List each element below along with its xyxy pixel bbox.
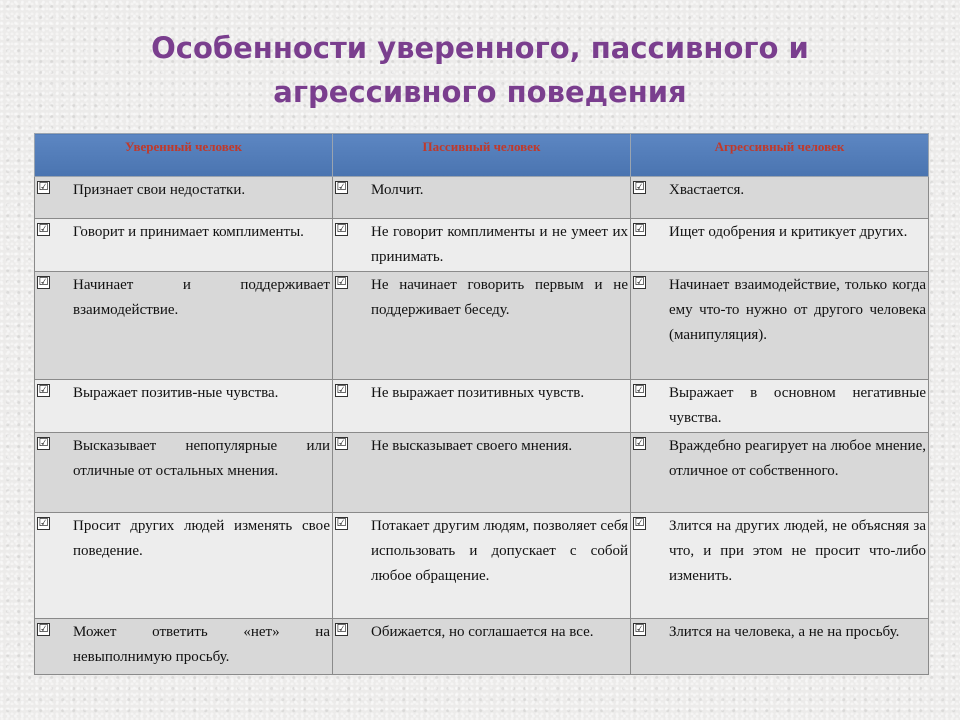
- header-aggressive: Агрессивный человек: [631, 134, 929, 177]
- checkbox-icon: ☑: [336, 516, 347, 529]
- checkbox-icon: ☑: [336, 180, 347, 193]
- cell-text: Ищет одобрения и критикует других.: [669, 224, 908, 240]
- cell-passive: [333, 380, 631, 433]
- cell-passive: [333, 433, 631, 513]
- cell-text: Не выражает позитивных чувств.: [371, 385, 585, 401]
- checkbox-icon: ☑: [634, 383, 645, 396]
- checkbox-icon: ☑: [336, 622, 347, 635]
- cell-text: Начинает взаимодействие, только когда ему что-то нужно от другого человека (манипуляция).: [669, 277, 926, 343]
- cell-text: Выражает в основном негативные чувства.: [669, 385, 926, 426]
- cell-text: Может ответить «нет» на невыполнимую просьбу.: [73, 624, 330, 665]
- checkbox-icon: ☑: [634, 180, 645, 193]
- cell-aggressive: [631, 513, 929, 619]
- cell-aggressive: [631, 219, 929, 272]
- cell-passive: [333, 619, 631, 675]
- table-row: [35, 380, 929, 433]
- cell-text: Не высказывает своего мнения.: [371, 438, 573, 454]
- cell-text: Хвастается.: [669, 182, 745, 198]
- behavior-comparison-table: [34, 133, 929, 675]
- header-assertive: Уверенный человек: [35, 134, 333, 177]
- cell-aggressive: [631, 380, 929, 433]
- cell-aggressive: [631, 433, 929, 513]
- slide-title-line-1: Особенности уверенного, пассивного и: [151, 31, 809, 65]
- cell-aggressive: [631, 272, 929, 380]
- cell-aggressive: [631, 619, 929, 675]
- header-passive: Пассивный человек: [333, 134, 631, 177]
- checkbox-icon: ☑: [38, 180, 49, 193]
- cell-assertive: [35, 177, 333, 219]
- slide-title-line-2: агрессивного поведения: [273, 75, 687, 109]
- cell-assertive: [35, 272, 333, 380]
- cell-passive: [333, 219, 631, 272]
- cell-text: Говорит и принимает комплименты.: [73, 224, 304, 240]
- checkbox-icon: ☑: [634, 436, 645, 449]
- cell-text: Молчит.: [371, 182, 424, 198]
- table-row: [35, 433, 929, 513]
- cell-text: Просит других людей изменять свое поведение.: [73, 518, 330, 559]
- cell-text: Злится на человека, а не на просьбу.: [669, 624, 900, 640]
- cell-text: Выражает позитив-ные чувства.: [73, 385, 279, 401]
- checkbox-icon: ☑: [38, 436, 49, 449]
- table-row: [35, 272, 929, 380]
- cell-text: Начинает и поддерживает взаимодействие.: [73, 277, 330, 318]
- cell-text: Потакает другим людям, позволяет себя использовать и допускает с собой любое обращение.: [371, 518, 628, 584]
- cell-assertive: [35, 513, 333, 619]
- checkbox-icon: ☑: [336, 383, 347, 396]
- checkbox-icon: ☑: [336, 222, 347, 235]
- checkbox-icon: ☑: [634, 275, 645, 288]
- cell-passive: [333, 272, 631, 380]
- cell-aggressive: [631, 177, 929, 219]
- cell-assertive: [35, 433, 333, 513]
- checkbox-icon: ☑: [634, 516, 645, 529]
- cell-assertive: [35, 619, 333, 675]
- checkbox-icon: ☑: [634, 222, 645, 235]
- cell-assertive: [35, 219, 333, 272]
- cell-text: Высказывает непопулярные или отличные от остальных мнения.: [73, 438, 330, 479]
- checkbox-icon: ☑: [38, 516, 49, 529]
- table-row: [35, 619, 929, 675]
- checkbox-icon: ☑: [336, 436, 347, 449]
- checkbox-icon: ☑: [336, 275, 347, 288]
- checkbox-icon: ☑: [38, 222, 49, 235]
- cell-assertive: [35, 380, 333, 433]
- cell-text: Не начинает говорить первым и не поддерживает беседу.: [371, 277, 628, 318]
- cell-passive: [333, 513, 631, 619]
- cell-text: Признает свои недостатки.: [73, 182, 246, 198]
- table-row: [35, 219, 929, 272]
- table-row: [35, 177, 929, 219]
- cell-text: Не говорит комплименты и не умеет их принимать.: [371, 224, 628, 265]
- cell-text: Враждебно реагирует на любое мнение, отличное от собственного.: [669, 438, 926, 479]
- cell-text: Злится на других людей, не объясняя за что, и при этом не просит что-либо изменить.: [669, 518, 926, 584]
- checkbox-icon: ☑: [38, 622, 49, 635]
- cell-passive: [333, 177, 631, 219]
- checkbox-icon: ☑: [38, 383, 49, 396]
- checkbox-icon: ☑: [38, 275, 49, 288]
- table-row: [35, 513, 929, 619]
- table-header-row: [35, 134, 929, 177]
- checkbox-icon: ☑: [634, 622, 645, 635]
- slide-title: [0, 26, 960, 114]
- cell-text: Обижается, но соглашается на все.: [371, 624, 594, 640]
